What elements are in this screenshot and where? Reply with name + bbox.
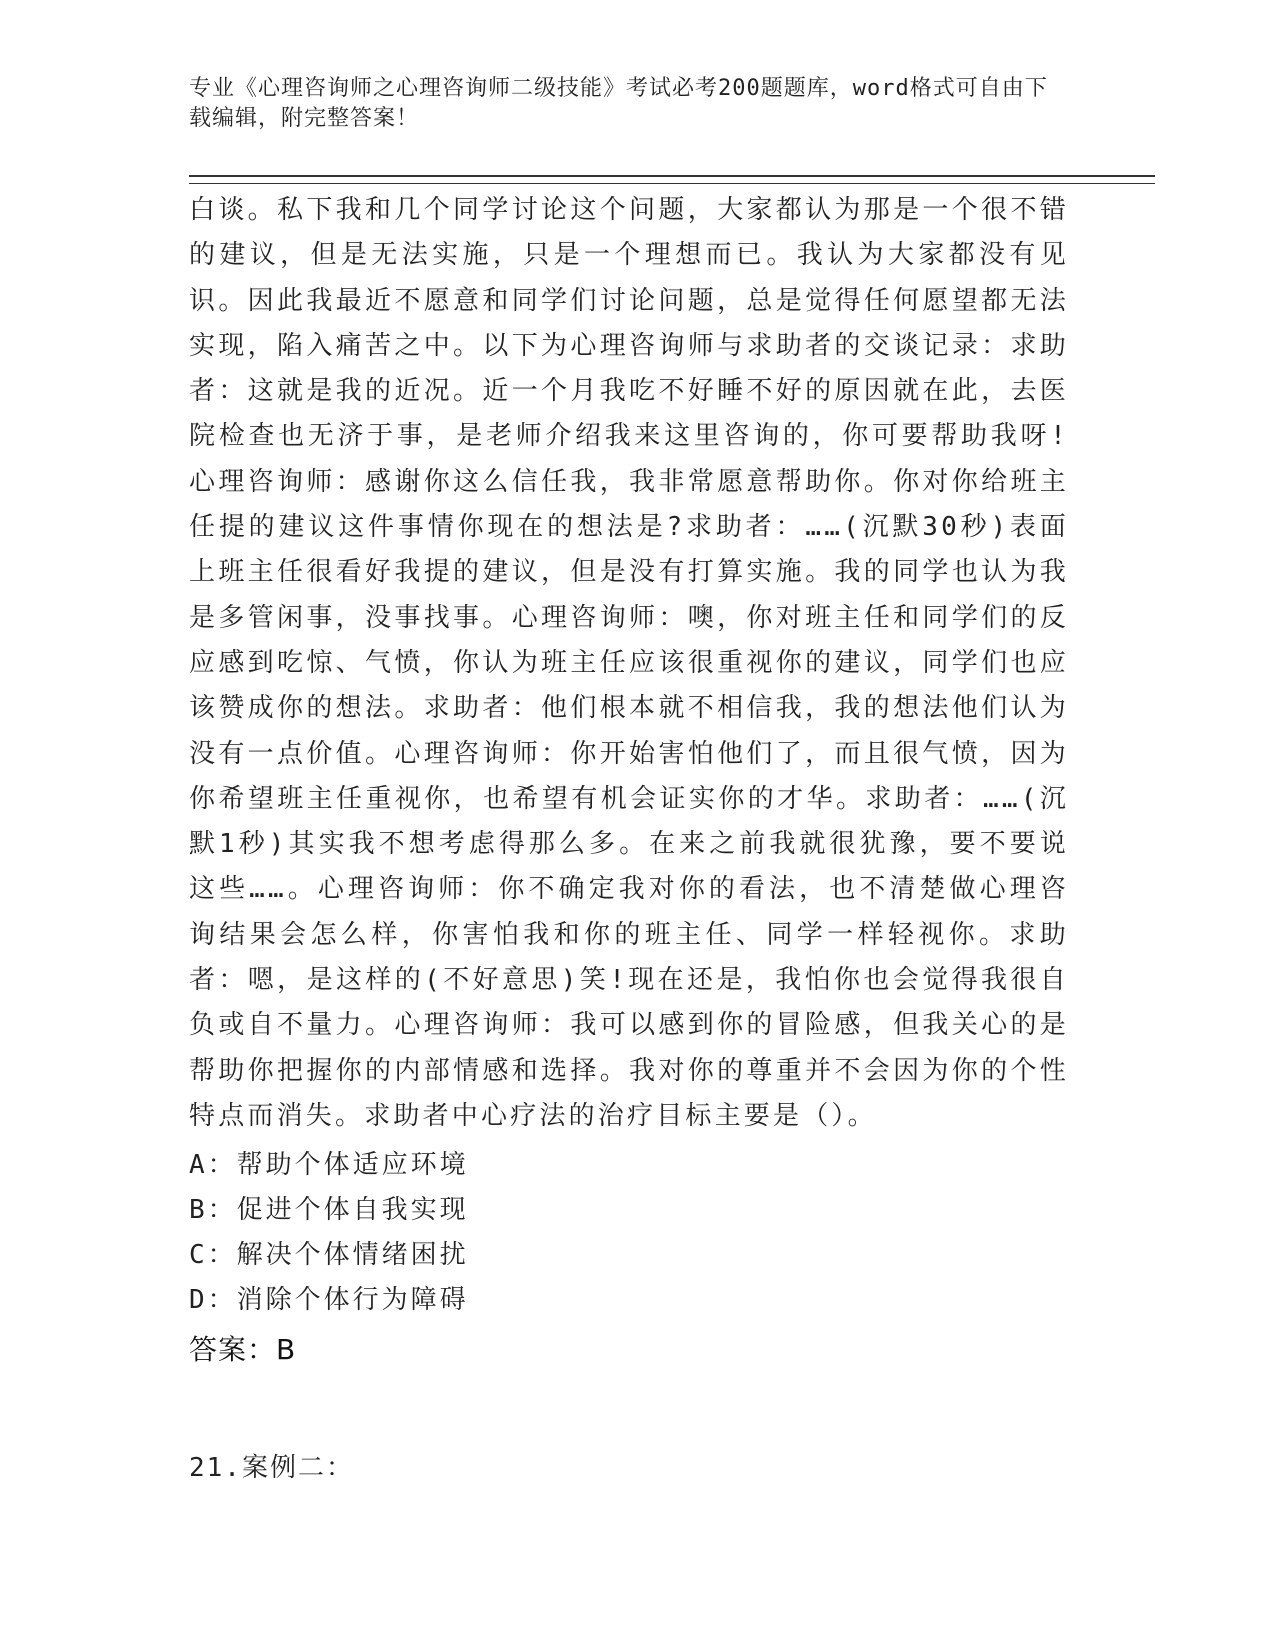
option-d: D：消除个体行为障碍 (189, 1285, 469, 1315)
option-a: A：帮助个体适应环境 (189, 1150, 469, 1180)
question-text: 白谈。私下我和几个同学讨论这个问题，大家都认为那是一个很不错的建议，但是无法实施，只是一个理想而已。我认为大家都没有见识。因此我最近不愿意和同学们讨论问题，总是觉得任何愿望都无法实现，陷入痛苦之中。以下为心理咨询师与求助者的交谈记录：求助者：这就是我的近况。近一个月我吃不好睡不好的原因就在此，去医院检查也无济于事，是老师介绍我来这里咨询的，你可要帮助我呀!心理咨询师：感谢你这么信任我，我非常愿意帮助你。你对你给班主任提的建议这件事情你现在的想法是?求助者：……(沉默30秒)表面上班主任很看好我提的建议，但是没有打算实施。我的同学也认为我是多管闲事，没事找事。心理咨询师：噢，你对班主任和同学们的反应感到吃惊、气愤，你认为班主任应该很重视你的建议，同学们也应该赞成你的想法。求助者：他们根本就不相信我，我的想法他们认为没有一点价值。心理咨询师：你开始害怕他们了，而且很气愤，因为你希望班主任重视你，也希望有机会证实你的才华。求助者：……(沉默1秒)其实我不想考虑得那么多。在来之前我就很犹豫，要不要说这些……。心理咨询师：你不确定我对你的看法，也不清楚做心理咨询结果会怎么样，你害怕我和你的班主任、同学一样轻视你。求助者：嗯，是这样的(不好意思)笑!现在还是，我怕你也会觉得我很自负或自不量力。心理咨询师：我可以感到你的冒险感，但我关心的是帮助你把握你的内部情感和选择。我对你的尊重并不会因为你的个性特点而消失。求助者中心疗法的治疗目标主要是（）。 (189, 195, 1069, 1131)
document-header: 专业《心理咨询师之心理咨询师二级技能》考试必考200题题库，word格式可自由下载编辑，附完整答案！ (189, 76, 1048, 131)
answer-text: 答案：B (189, 1333, 297, 1366)
option-c: C：解决个体情绪困扰 (189, 1240, 469, 1270)
option-list (189, 1143, 469, 1323)
option-b: B：促进个体自我实现 (189, 1195, 469, 1225)
header-divider (189, 175, 1155, 184)
next-question-title: 21.案例二： (189, 1453, 354, 1483)
